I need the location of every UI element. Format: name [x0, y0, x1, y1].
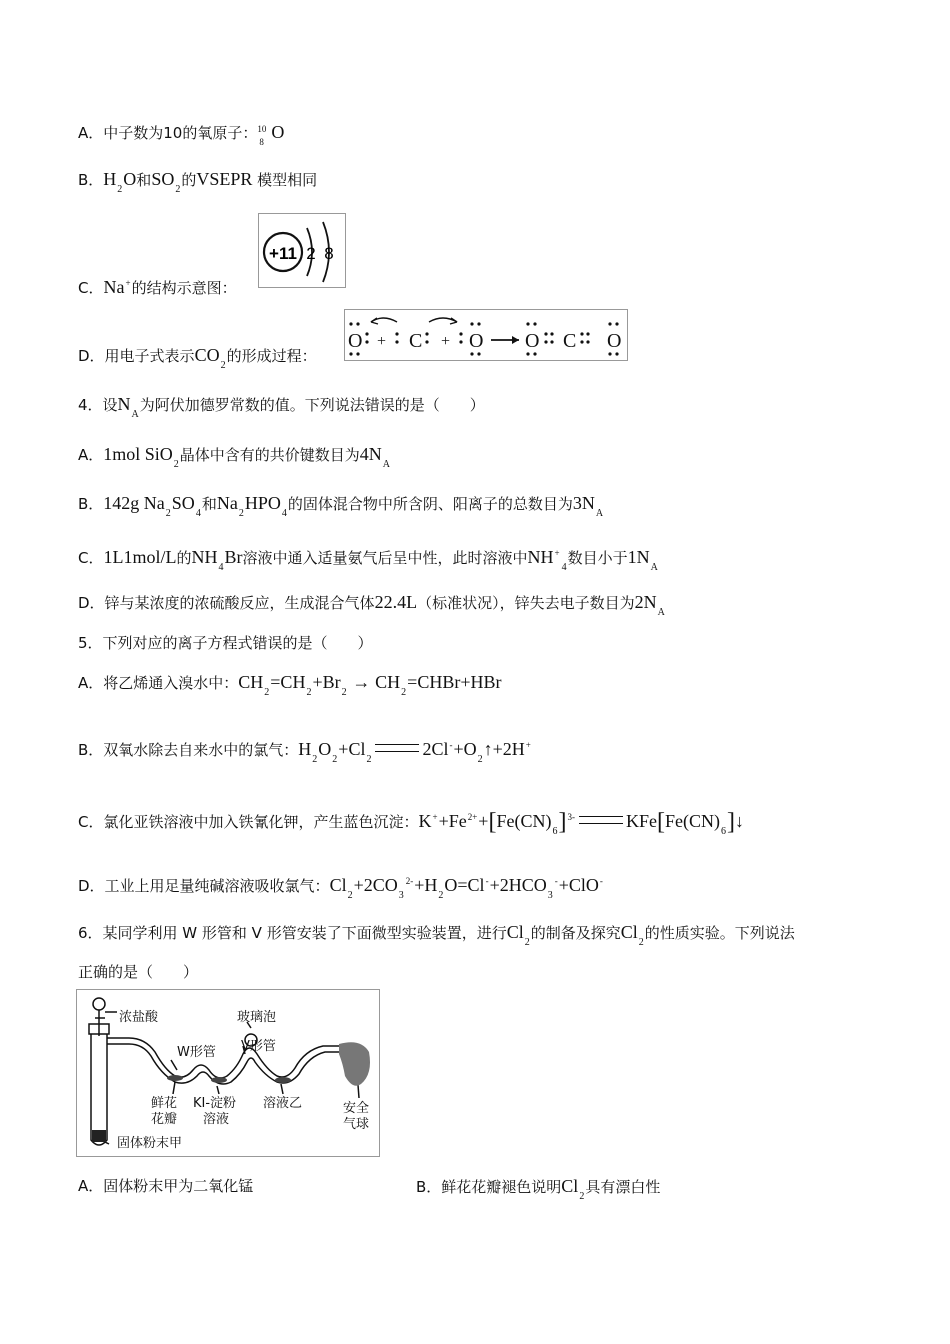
oxygen-4: O [607, 330, 622, 352]
label-solid-powder: 固体粉末甲 [117, 1136, 183, 1151]
carbon-2: C [563, 330, 577, 352]
option-3b: B．$H_2O$和$SO_2$的VSEPR 模型相同 [78, 169, 318, 195]
shell-2-count: 8 [324, 244, 334, 263]
label-petal-1: 鲜花 [151, 1096, 178, 1111]
option-5c: C．氯化亚铁溶液中加入铁氰化钾，产生蓝色沉淀：$K^++Fe^{2+}+[Fe(CN)_6]^{3-}$ $KFe[Fe(CN)_6]↓$ [78, 809, 744, 837]
option-3c: C．Na+的结构示意图： [78, 277, 237, 297]
plus-2: + [441, 333, 451, 350]
question-6-stem: 6．某同学利用 W 形管和 V 形管安装了下面微型实验装置，进行$Cl_2$的制备及探究$Cl_2$的性质实验。下列说法 [78, 922, 795, 948]
na-ion-structure-diagram [258, 213, 346, 288]
label-conc-hcl: 浓盐酸 [119, 1010, 159, 1025]
equals-sign [375, 744, 419, 752]
nucleus-charge: +11 [269, 244, 297, 263]
electron-dots [349, 322, 618, 355]
carbon-1: C [409, 330, 423, 352]
electron-formula-svg [345, 310, 627, 360]
option-4c: C．1L1mol/L的$NH_4Br$溶液中通入适量氨气后呈中性，此时溶液中$NH^+_4$数目小于$1N_A$ [78, 547, 658, 573]
plus-1: + [377, 333, 387, 350]
solid-powder-a [92, 1130, 106, 1142]
option-4a: A．1mol SiO$_2$晶体中含有的共价键数目为$4N_A$ [78, 444, 391, 470]
safety-balloon [339, 1042, 370, 1086]
option-3d: D．用电子式表示$CO_2$的形成过程： [78, 345, 317, 371]
option-5a: A．将乙烯通入溴水中：$CH_2=CH_2+Br_2$ → $CH_2=CHBr+HBr$ [78, 672, 502, 698]
label-safety-balloon-1: 安全 [343, 1101, 370, 1116]
experiment-apparatus-figure [76, 989, 380, 1157]
label-ki-starch-1: KI-淀粉 [193, 1096, 237, 1111]
isotope-notation: 10 8 [257, 124, 267, 147]
apparatus-svg [77, 990, 379, 1156]
label-v-tube: V形管 [241, 1039, 276, 1054]
label-petal-2: 花瓣 [151, 1112, 178, 1127]
label-safety-balloon-2: 气球 [343, 1117, 370, 1132]
question-6-stem-line2: 正确的是（ ） [78, 963, 199, 981]
shell-1-count: 2 [306, 244, 316, 263]
option-5b: B．双氧水除去自来水中的氯气：$H_2O_2+Cl_22Cl^-+O_2↑+2H^+$ [78, 739, 531, 765]
co2-electron-formation-diagram [344, 309, 628, 361]
label-glass-bulb: 玻璃泡 [237, 1010, 277, 1025]
question-4-stem: 4．设$N_A$为阿伏加德罗常数的值。下列说法错误的是（ ） [78, 394, 485, 420]
oxygen-3: O [525, 330, 540, 352]
option-5d: D．工业上用足量纯碱溶液吸收氯气：$Cl_2+2CO_3^{2-}+H_2O=Cl^-+2HCO_3^-+ClO^-$ [78, 875, 603, 901]
oxygen-1: O [348, 330, 363, 352]
option-4d: D．锌与某浓度的浓硫酸反应，生成混合气体22.4L（标准状况），锌失去电子数目为$2N_A$ [78, 592, 665, 618]
label-w-tube: W形管 [177, 1045, 216, 1060]
oxygen-2: O [469, 330, 484, 352]
question-5-stem: 5．下列对应的离子方程式错误的是（ ） [78, 634, 373, 652]
option-4b: B．142g $Na_2SO_4$和$Na_2HPO_4$的固体混合物中所含阴、阳离子的总数目为$3N_A$ [78, 493, 604, 519]
option-6a: A．固体粉末甲为二氧化锰 [78, 1177, 254, 1195]
option-6b: B．鲜花花瓣褪色说明$Cl_2$具有漂白性 [416, 1176, 661, 1202]
equals-sign [579, 816, 623, 824]
na-ion-structure-svg [259, 214, 345, 287]
label-ki-starch-2: 溶液 [203, 1112, 230, 1127]
label-solution-b: 溶液乙 [263, 1096, 303, 1111]
option-3a: A．中子数为10的氧原子： 10 8 O [78, 118, 284, 144]
